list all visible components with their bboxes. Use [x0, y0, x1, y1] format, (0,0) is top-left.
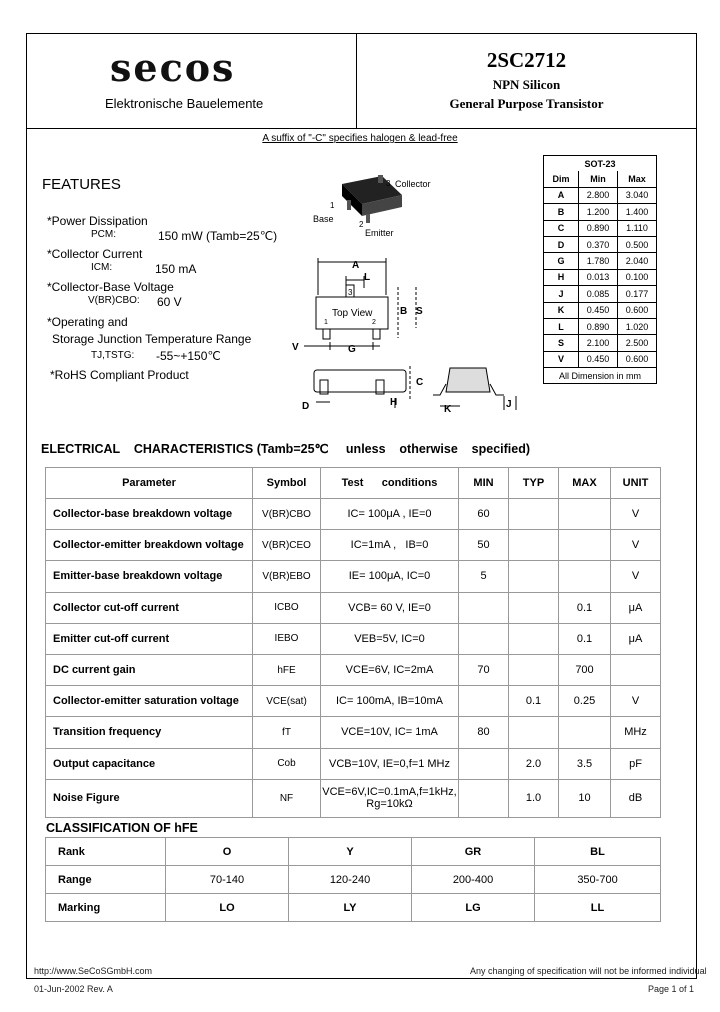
- ec-cell: 60: [459, 499, 509, 530]
- ec-cell: [509, 654, 559, 685]
- ec-header: Test conditions: [321, 468, 459, 499]
- revision-date: 01-Jun-2002 Rev. A: [34, 984, 113, 994]
- base-label: Base: [313, 214, 334, 224]
- current-symbol: ICM:: [91, 262, 113, 273]
- dim-cell: 0.600: [618, 302, 657, 318]
- ec-cell: IEBO: [253, 623, 321, 654]
- temp-value: -55~+150℃: [156, 349, 221, 363]
- ec-header: MIN: [459, 468, 509, 499]
- power-label: *Power Dissipation: [47, 214, 148, 228]
- ec-cell: 80: [459, 717, 509, 748]
- dim-cell: 0.085: [579, 286, 618, 302]
- power-symbol: PCM:: [91, 229, 116, 240]
- ec-cell: VEB=5V, IC=0: [321, 623, 459, 654]
- website-link[interactable]: http://www.SeCoSGmbH.com: [34, 966, 153, 976]
- ec-cell: Transition frequency: [46, 717, 253, 748]
- ec-cell: μA: [611, 592, 661, 623]
- ec-cell: IC= 100μA , IE=0: [321, 499, 459, 530]
- dim-cell: 0.100: [618, 269, 657, 285]
- header-divider: [26, 128, 697, 129]
- ec-cell: Output capacitance: [46, 748, 253, 779]
- rohs-note: *RoHS Compliant Product: [50, 368, 189, 382]
- ec-cell: [611, 654, 661, 685]
- pin2-small: 2: [359, 220, 364, 229]
- pin1-small: 1: [330, 201, 335, 210]
- ec-cell: VCE=10V, IC= 1mA: [321, 717, 459, 748]
- cl-cell: LL: [535, 894, 661, 922]
- table-row: [46, 592, 661, 623]
- page-number: Page 1 of 1: [648, 984, 695, 994]
- ec-cell: V: [611, 686, 661, 717]
- dim-cell: G: [544, 253, 579, 269]
- dim-cell: V: [544, 351, 579, 367]
- ec-cell: [459, 592, 509, 623]
- ec-cell: [559, 717, 611, 748]
- dim-cell: 0.013: [579, 269, 618, 285]
- temp-symbol: TJ,TSTG:: [91, 350, 135, 361]
- power-value: 150 mW (Tamb=25℃): [158, 229, 278, 243]
- ec-cell: 3.5: [559, 748, 611, 779]
- part-description: General Purpose Transistor: [449, 96, 604, 111]
- current-value: 150 mA: [155, 262, 197, 276]
- transistor-type: NPN Silicon: [492, 77, 561, 92]
- table-row: [46, 748, 661, 779]
- ec-cell: 5: [459, 561, 509, 592]
- dim-label-h: H: [390, 397, 398, 408]
- dim-cell: 2.040: [618, 253, 657, 269]
- dim-label-k: K: [444, 404, 452, 415]
- dim-cell: 0.450: [579, 302, 618, 318]
- dim-cell: B: [544, 204, 579, 220]
- dim-cell: 0.450: [579, 351, 618, 367]
- dim-cell: 1.400: [618, 204, 657, 220]
- ec-cell: μA: [611, 623, 661, 654]
- ec-cell: Noise Figure: [46, 779, 253, 817]
- ec-cell: 0.1: [559, 623, 611, 654]
- ec-cell: [559, 499, 611, 530]
- ec-header: TYP: [509, 468, 559, 499]
- table-row: [46, 838, 661, 866]
- suffix-note: A suffix of "-C" specifies halogen & lead-free: [262, 133, 458, 144]
- voltage-value: 60 V: [157, 295, 182, 309]
- ec-cell: [559, 561, 611, 592]
- dim-label-d: D: [302, 401, 310, 412]
- dim-package-name: SOT-23: [544, 156, 657, 172]
- dim-cell: 1.110: [618, 220, 657, 236]
- cl-cell: Range: [46, 866, 166, 894]
- notice-text: Any changing of specification will not be informed individual: [470, 966, 707, 976]
- pin3-small: 3: [386, 179, 391, 188]
- temp-label-2: Storage Junction Temperature Range: [52, 332, 252, 346]
- ec-cell: [509, 530, 559, 561]
- table-row: [46, 866, 661, 894]
- ec-cell: Collector-emitter breakdown voltage: [46, 530, 253, 561]
- dim-cell: 1.020: [618, 318, 657, 334]
- current-label: *Collector Current: [47, 247, 143, 261]
- ec-cell: V(BR)CBO: [253, 499, 321, 530]
- table-row: [46, 623, 661, 654]
- dim-cell: 0.600: [618, 351, 657, 367]
- ec-cell: [509, 592, 559, 623]
- dim-cell: A: [544, 187, 579, 203]
- table-row: [46, 654, 661, 685]
- ec-cell: [559, 530, 611, 561]
- ec-cell: VCB=10V, IE=0,f=1 MHz: [321, 748, 459, 779]
- dim-cell: H: [544, 269, 579, 285]
- top-view-label: Top View: [332, 308, 373, 319]
- ec-cell: Collector-emitter saturation voltage: [46, 686, 253, 717]
- cl-cell: 350-700: [535, 866, 661, 894]
- electrical-table: [45, 467, 661, 818]
- dim-cell: 0.370: [579, 236, 618, 252]
- cl-cell: GR: [412, 838, 535, 866]
- ec-cell: [509, 717, 559, 748]
- ec-header: MAX: [559, 468, 611, 499]
- ec-cell: 2.0: [509, 748, 559, 779]
- temp-label-1: *Operating and: [47, 315, 128, 329]
- ec-cell: VCE(sat): [253, 686, 321, 717]
- classification-table: [45, 837, 661, 922]
- pin3-topview: 3: [348, 288, 353, 297]
- ec-cell: MHz: [611, 717, 661, 748]
- ec-cell: fT: [253, 717, 321, 748]
- collector-label: Collector: [395, 179, 431, 189]
- ec-cell: V(BR)EBO: [253, 561, 321, 592]
- dim-cell: J: [544, 286, 579, 302]
- ec-cell: 50: [459, 530, 509, 561]
- dim-cell: 0.500: [618, 236, 657, 252]
- electrical-title: ELECTRICAL CHARACTERISTICS (Tamb=25℃ unless otherwise specified): [41, 442, 531, 456]
- dim-header: Max: [618, 171, 657, 187]
- ec-cell: 0.1: [509, 686, 559, 717]
- ec-cell: Emitter-base breakdown voltage: [46, 561, 253, 592]
- ec-cell: 0.25: [559, 686, 611, 717]
- ec-cell: V(BR)CEO: [253, 530, 321, 561]
- dim-cell: 0.177: [618, 286, 657, 302]
- dim-cell: C: [544, 220, 579, 236]
- emitter-label: Emitter: [365, 228, 394, 238]
- cl-cell: 120-240: [289, 866, 412, 894]
- ec-cell: IE= 100μA, IC=0: [321, 561, 459, 592]
- company-name: Elektronische Bauelemente: [105, 96, 264, 111]
- dim-cell: 2.500: [618, 335, 657, 351]
- noise-condition-line1: VCE=6V,IC=0.1mA,f=1kHz,: [322, 786, 457, 799]
- ec-cell: [459, 623, 509, 654]
- ec-cell: 70: [459, 654, 509, 685]
- dim-cell: 2.100: [579, 335, 618, 351]
- ec-cell: V: [611, 561, 661, 592]
- dim-label-j: J: [506, 399, 512, 410]
- dim-cell: 2.800: [579, 187, 618, 203]
- ec-cell: VCE=6V, IC=2mA: [321, 654, 459, 685]
- dim-cell: S: [544, 335, 579, 351]
- ec-cell: [509, 623, 559, 654]
- dim-label-v: V: [292, 342, 299, 353]
- cl-cell: BL: [535, 838, 661, 866]
- dim-cell: 1.200: [579, 204, 618, 220]
- table-row: [46, 717, 661, 748]
- dim-header: Min: [579, 171, 618, 187]
- ec-cell: DC current gain: [46, 654, 253, 685]
- dim-cell: 1.780: [579, 253, 618, 269]
- cl-cell: LY: [289, 894, 412, 922]
- ec-cell: Emitter cut-off current: [46, 623, 253, 654]
- package-drawing: [290, 170, 540, 420]
- voltage-label: *Collector-Base Voltage: [47, 280, 174, 294]
- ec-header: UNIT: [611, 468, 661, 499]
- ec-cell: 1.0: [509, 779, 559, 817]
- ec-cell: VCB= 60 V, IE=0: [321, 592, 459, 623]
- table-row: [46, 686, 661, 717]
- dim-cell: 0.890: [579, 318, 618, 334]
- table-row: [46, 499, 661, 530]
- ec-cell: 700: [559, 654, 611, 685]
- part-number: 2SC2712: [486, 48, 567, 72]
- table-row: [46, 779, 661, 817]
- company-logo: secos: [110, 45, 236, 90]
- ec-cell: hFE: [253, 654, 321, 685]
- ec-cell-noise-conditions: [321, 779, 459, 817]
- ec-cell: 10: [559, 779, 611, 817]
- package-3d-view: [342, 175, 402, 223]
- dim-cell: K: [544, 302, 579, 318]
- dim-cell: D: [544, 236, 579, 252]
- dim-cell: 0.890: [579, 220, 618, 236]
- cl-cell: Rank: [46, 838, 166, 866]
- ec-header: Symbol: [253, 468, 321, 499]
- ec-cell: Cob: [253, 748, 321, 779]
- dim-footer: All Dimension in mm: [544, 368, 657, 384]
- ec-cell: [459, 686, 509, 717]
- cl-cell: O: [166, 838, 289, 866]
- dim-cell: L: [544, 318, 579, 334]
- ec-cell: [509, 499, 559, 530]
- table-row: [46, 894, 661, 922]
- cl-cell: 70-140: [166, 866, 289, 894]
- table-row: [46, 530, 661, 561]
- ec-cell: IC= 100mA, IB=10mA: [321, 686, 459, 717]
- features-title: FEATURES: [42, 176, 121, 193]
- dim-label-a: A: [352, 260, 360, 271]
- cl-cell: LG: [412, 894, 535, 922]
- ec-cell: Collector cut-off current: [46, 592, 253, 623]
- ec-cell: Collector-base breakdown voltage: [46, 499, 253, 530]
- dim-label-g: G: [348, 344, 356, 355]
- ec-cell: NF: [253, 779, 321, 817]
- ec-cell: ICBO: [253, 592, 321, 623]
- cl-cell: Marking: [46, 894, 166, 922]
- dim-label-l: L: [364, 272, 371, 283]
- ec-cell: 0.1: [559, 592, 611, 623]
- dim-label-s: S: [416, 306, 423, 317]
- ec-cell: pF: [611, 748, 661, 779]
- pin1-topview: 1: [324, 319, 328, 326]
- ec-cell: [459, 779, 509, 817]
- cl-cell: Y: [289, 838, 412, 866]
- ec-cell: dB: [611, 779, 661, 817]
- noise-condition-line2: Rg=10kΩ: [366, 798, 413, 811]
- dim-label-b: B: [400, 306, 408, 317]
- dim-cell: 3.040: [618, 187, 657, 203]
- ec-cell: V: [611, 530, 661, 561]
- dimension-table: [543, 155, 657, 384]
- ec-cell: [509, 561, 559, 592]
- table-row: [46, 561, 661, 592]
- ec-cell: [459, 748, 509, 779]
- ec-cell: IC=1mA , IB=0: [321, 530, 459, 561]
- cl-cell: 200-400: [412, 866, 535, 894]
- dim-label-c: C: [416, 377, 424, 388]
- classification-title: CLASSIFICATION OF hFE: [46, 821, 198, 835]
- cl-cell: LO: [166, 894, 289, 922]
- ec-cell: V: [611, 499, 661, 530]
- dim-header: Dim: [544, 171, 579, 187]
- pin2-topview: 2: [372, 319, 376, 326]
- ec-header: Parameter: [46, 468, 253, 499]
- voltage-symbol: V(BR)CBO:: [88, 295, 140, 306]
